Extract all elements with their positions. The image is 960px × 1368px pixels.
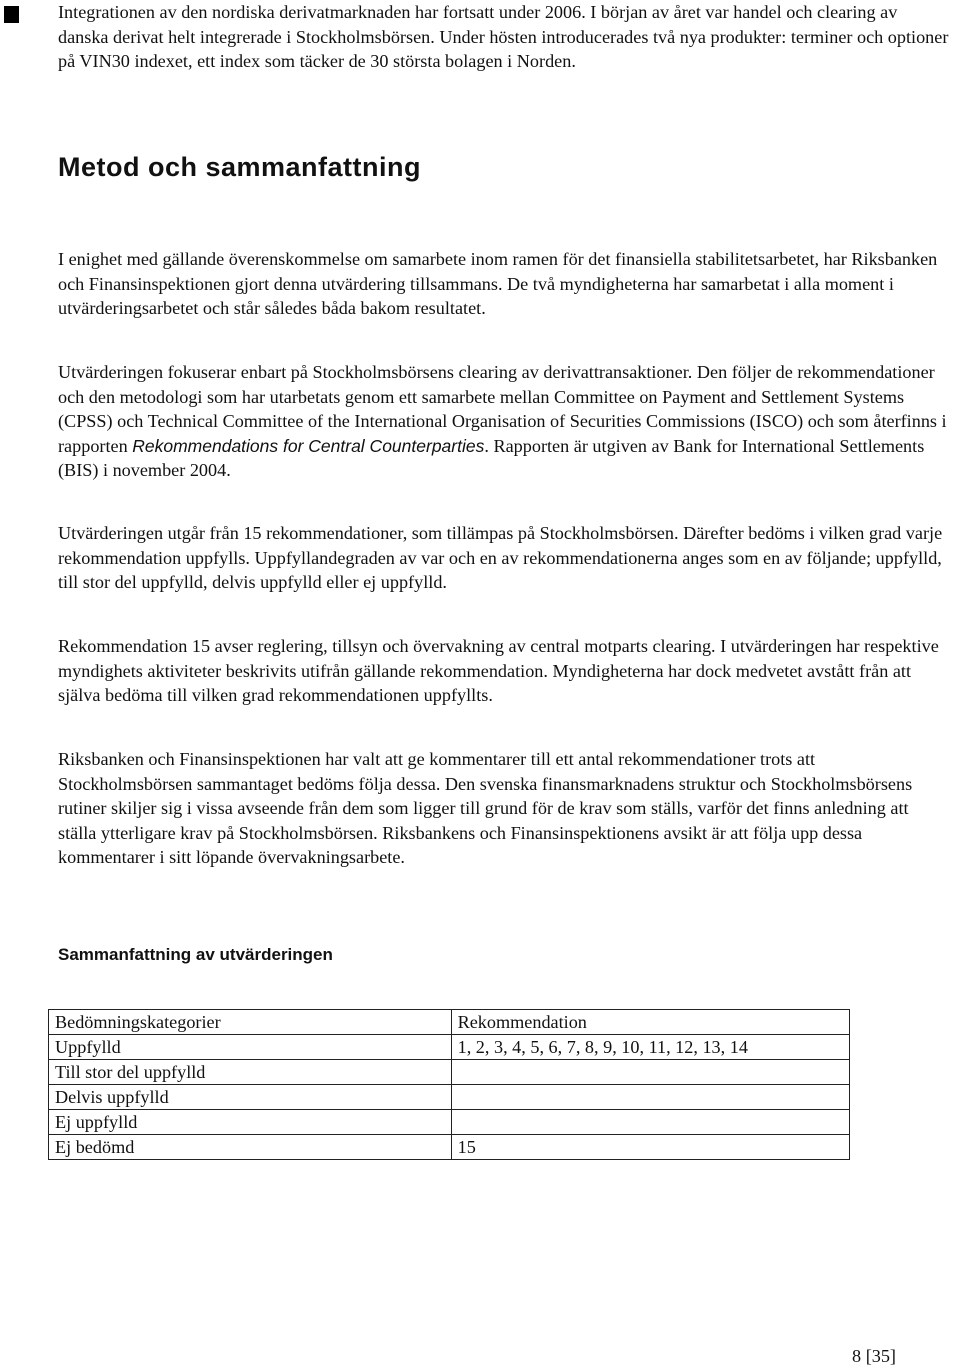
category-cell: Till stor del uppfylld — [49, 1060, 452, 1085]
category-cell: Uppfylld — [49, 1035, 452, 1060]
table-header-cell: Bedömningskategorier — [49, 1010, 452, 1035]
paragraph-2-text-b: . Rapporten är utgiven av Bank for International Settlements (BIS) i november 2004. — [58, 435, 925, 481]
intro-paragraph: Integrationen av den nordiska derivatmarknaden har fortsatt under 2006. I början av året var handel och clearing av danska derivat helt integrerade i Stockholmsbörsen. Under hösten introducerades två nya produkter: terminer och optioner på VIN30 indexet, ett index som täcker de 30 största bolagen i Norden. — [58, 2, 949, 72]
recommendation-cell — [451, 1060, 849, 1085]
table-row — [49, 1110, 850, 1135]
table-row — [49, 1060, 850, 1085]
recommendation-cell: 15 — [451, 1135, 849, 1160]
category-cell: Ej bedömd — [49, 1135, 452, 1160]
paragraph-3: Utvärderingen utgår från 15 rekommendationer, som tillämpas på Stockholmsbörsen. Därefter bedöms i vilken grad varje rekommendation uppfylls. Uppfyllandegraden av var och en av rekommendationerna anges som en av följande; uppfylld, till stor del uppfylld, delvis uppfylld eller ej uppfylld. — [58, 523, 943, 593]
page-number: 8 [35] — [852, 1346, 896, 1366]
recommendation-cell — [451, 1085, 849, 1110]
paragraph-2 — [58, 360, 950, 483]
recommendation-cell: 1, 2, 3, 4, 5, 6, 7, 8, 9, 10, 11, 12, 13, 14 — [451, 1035, 849, 1060]
paragraph-4: Rekommendation 15 avser reglering, tillsyn och övervakning av central motparts clearing. I utvärderingen har respektive myndighets aktiviteter beskrivits utifrån gällande rekommendation. Myndigheterna har dock medvetet avstått från att själva bedöma till vilken grad rekommendationen uppfyllts. — [58, 636, 939, 706]
category-cell: Delvis uppfylld — [49, 1085, 452, 1110]
bullet-marker — [4, 6, 19, 23]
section-heading: Metod och sammanfattning — [58, 152, 422, 182]
table-header-row — [49, 1010, 850, 1035]
table-row — [49, 1035, 850, 1060]
table-row — [49, 1135, 850, 1160]
report-title: Rekommendations for Central Counterparties — [132, 435, 485, 456]
paragraph-5: Riksbanken och Finansinspektionen har valt att ge kommentarer till ett antal rekommendationer trots att Stockholmsbörsen sammantaget bedöms följa dessa. Den svenska finansmarknadens struktur och Stockholmsbörsens rutiner skiljer sig i vissa avseende från dem som ligger till grund för de krav som ställs, varför det finns anledning att ställa ytterligare krav på Stockholmsbörsen. Riksbankens och Finansinspektionens avsikt är att följa upp dessa kommentarer i sitt löpande övervakningsarbete. — [58, 749, 913, 868]
summary-table — [48, 1009, 850, 1160]
summary-heading: Sammanfattning av utvärderingen — [58, 945, 333, 964]
table-row — [49, 1085, 850, 1110]
category-cell: Ej uppfylld — [49, 1110, 452, 1135]
table-header-cell: Rekommendation — [451, 1010, 849, 1035]
recommendation-cell — [451, 1110, 849, 1135]
paragraph-1: I enighet med gällande överenskommelse om samarbete inom ramen för det finansiella stabilitetsarbetet, har Riksbanken och Finansinspektionen gjort denna utvärdering tillsammans. De två myndigheterna har samarbetat i alla moment i utvärderingsarbetet och står således båda bakom resultatet. — [58, 249, 938, 319]
paragraph-2-text-a: Utvärderingen fokuserar enbart på Stockholmsbörsens clearing av derivattransaktioner. Den följer de rekommendationer och den metodologi som har utarbetats genom ett samarbete mellan Committee on Payment and Settlement Systems (CPSS) och Technical Committee of the International Organisation of Securities Commissions (ISCO) och som återfinns i rapporten — [58, 362, 947, 456]
